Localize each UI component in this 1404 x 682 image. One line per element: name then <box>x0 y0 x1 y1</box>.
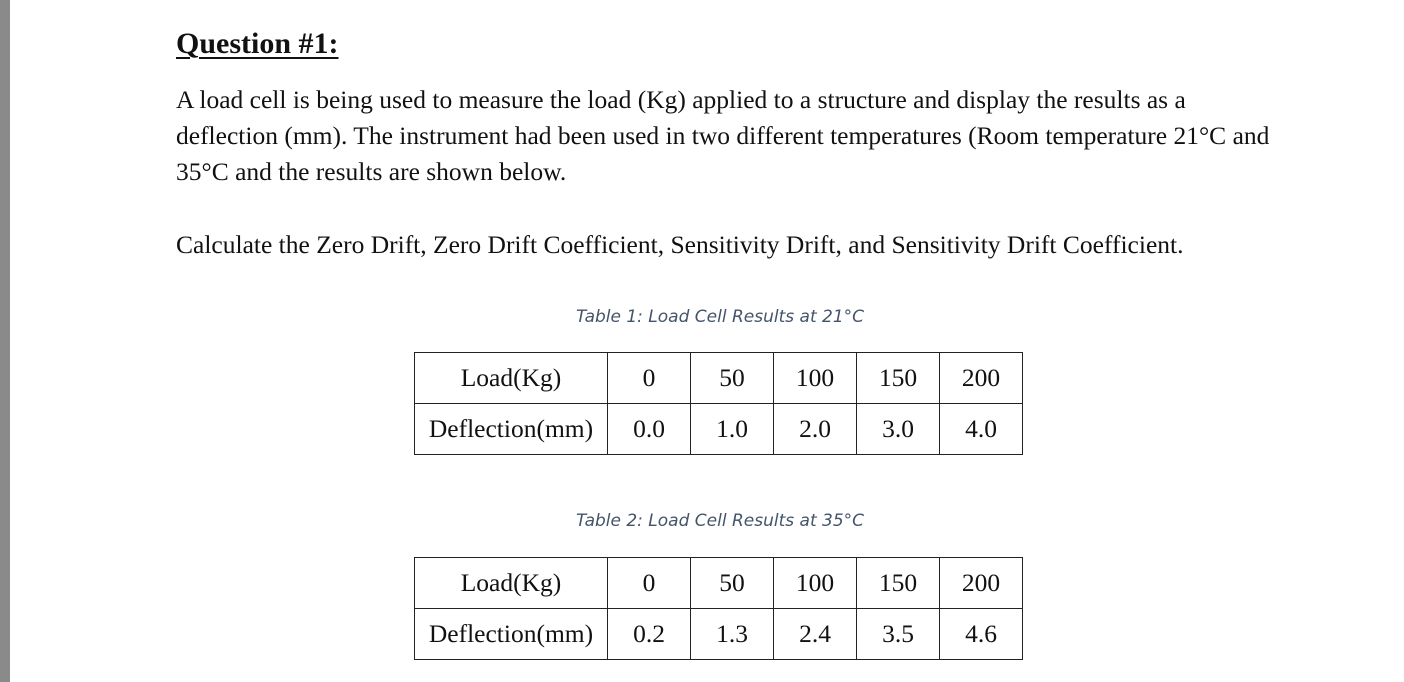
row-header-load: Load(Kg) <box>415 558 608 609</box>
table-cell: 150 <box>857 558 940 609</box>
table-cell: 4.6 <box>940 609 1023 660</box>
row-header-deflection: Deflection(mm) <box>415 404 608 455</box>
row-header-load: Load(Kg) <box>415 353 608 404</box>
table-row-load <box>415 353 1023 404</box>
table-row-deflection <box>415 609 1023 660</box>
table-load-cell-35c <box>414 557 1023 660</box>
table-cell: 50 <box>691 558 774 609</box>
table-cell: 1.3 <box>691 609 774 660</box>
table-cell: 200 <box>940 558 1023 609</box>
table-cell: 200 <box>940 353 1023 404</box>
table1-caption: Table 1: Load Cell Results at 21°C <box>575 307 865 327</box>
table-cell: 3.5 <box>857 609 940 660</box>
table-row-deflection <box>415 404 1023 455</box>
table-row-load <box>415 558 1023 609</box>
table-cell: 0 <box>608 558 691 609</box>
table-cell: 50 <box>691 353 774 404</box>
table-cell: 0.0 <box>608 404 691 455</box>
task-instruction: Calculate the Zero Drift, Zero Drift Coefficient, Sensitivity Drift, and Sensitivity Drift Coefficient. <box>176 230 1184 259</box>
table-cell: 3.0 <box>857 404 940 455</box>
table-cell: 0.2 <box>608 609 691 660</box>
row-header-deflection: Deflection(mm) <box>415 609 608 660</box>
table-cell: 2.0 <box>774 404 857 455</box>
question-heading: Question #1: <box>176 27 339 60</box>
table-load-cell-21c <box>414 352 1023 455</box>
table-cell: 150 <box>857 353 940 404</box>
table-cell: 0 <box>608 353 691 404</box>
table2-caption: Table 2: Load Cell Results at 35°C <box>575 511 865 531</box>
table-cell: 4.0 <box>940 404 1023 455</box>
problem-statement: A load cell is being used to measure the load (Kg) applied to a structure and display the results as a deflection (mm). The instrument had been used in two different temperatures (Room temperature 21°C and 35°C and the results are shown below. <box>176 85 1270 186</box>
table-cell: 1.0 <box>691 404 774 455</box>
window-left-edge <box>0 0 10 682</box>
document-body <box>176 26 1286 263</box>
table-cell: 2.4 <box>774 609 857 660</box>
table-cell: 100 <box>774 353 857 404</box>
table-cell: 100 <box>774 558 857 609</box>
